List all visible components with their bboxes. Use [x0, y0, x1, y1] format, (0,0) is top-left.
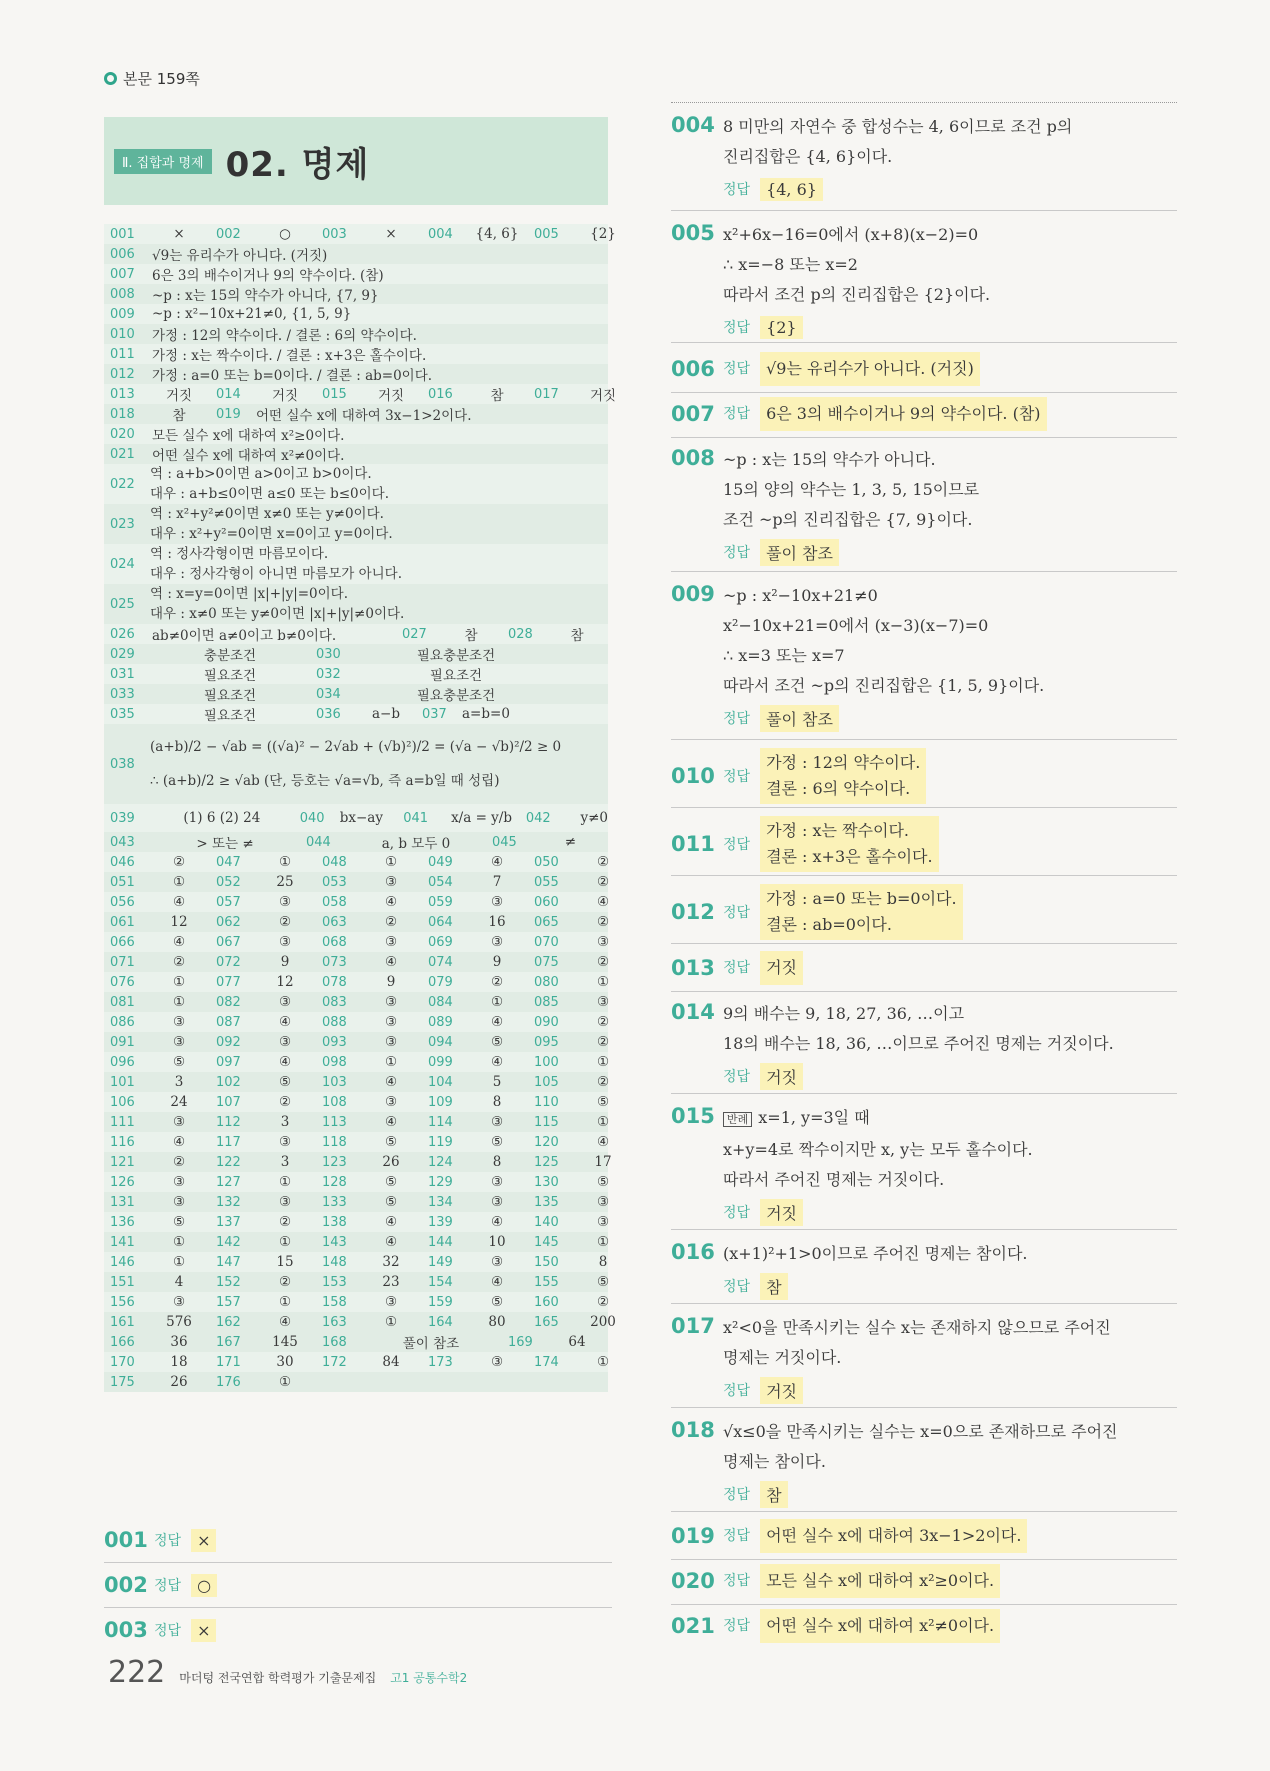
answer-015: 015 반례 x=1, y=3일 때 x+y=4로 짝수이지만 x, y는 모두 홀수이다. 따라서 주어진 명제는 거짓이다. 정답 거짓	[671, 1101, 1177, 1230]
book-title: 마더텅 전국연합 학력평가 기출문제집	[179, 1671, 377, 1685]
quick-row: 011 가정 : x는 짝수이다. / 결론 : x+3은 홀수이다.	[110, 346, 427, 364]
quick-row: 151 4 152 ② 153 23 154 ④ 155 ⑤	[104, 1272, 608, 1292]
quick-row: 101 3 102 ⑤ 103 ④ 104 5 105 ②	[104, 1072, 608, 1092]
quick-row: 018 참 019 어떤 실수 x에 대하여 3x−1>2이다.	[104, 404, 608, 424]
quick-row: 029 충분조건 030 필요충분조건	[104, 644, 608, 664]
quick-row: 010 가정 : 12의 약수이다. / 결론 : 6의 약수이다.	[104, 324, 608, 344]
quick-row: 035 필요조건 036 a−b 037 a=b=0	[110, 706, 510, 724]
quick-row: 043 > 또는 ≠ 044 a, b 모두 0 045 ≠	[104, 832, 608, 852]
quick-row: 161 576 162 ④ 163 ① 164 80 165 200	[104, 1312, 608, 1332]
book-grade: 고1 공통수학2	[390, 1671, 468, 1685]
answer-014: 014 9의 배수는 9, 18, 27, 36, …이고 18의 배수는 18, 36, …이므로 주어진 명제는 거짓이다. 정답 거짓	[671, 997, 1177, 1094]
page-reference	[104, 68, 200, 89]
quick-row: 009 ~p : x²−10x+21≠0, {1, 5, 9}	[110, 306, 352, 322]
answer-013: 013 정답 거짓	[671, 951, 1177, 992]
quick-row: 116 ④ 117 ③ 118 ⑤ 119 ⑤ 120 ④	[110, 1134, 610, 1150]
quick-row: 026 ab≠0이면 a≠0이고 b≠0이다. 027 참 028 참	[110, 626, 584, 644]
quick-answer-table	[104, 224, 617, 1392]
quick-row: 081 ① 082 ③ 083 ③ 084 ① 085 ③	[104, 992, 608, 1012]
answer-item: 001 정답 ×	[104, 1518, 612, 1563]
answer-017: 017 x²<0을 만족시키는 실수 x는 존재하지 않으므로 주어진 명제는 거짓이다. 정답 거짓	[671, 1311, 1177, 1408]
quick-row: 126 ③ 127 ① 128 ⑤ 129 ③ 130 ⑤	[110, 1174, 610, 1190]
quick-row: 061 12 062 ② 063 ② 064 16 065 ②	[104, 912, 608, 932]
quick-row: 033 필요조건 034 필요충분조건	[104, 684, 608, 704]
quick-row: 039 (1) 6 (2) 24 040 bx−ay 041 x/a = y/b 042 y≠0	[110, 810, 608, 826]
quick-row: 008 ~p : x는 15의 약수가 아니다, {7, 9}	[104, 284, 608, 304]
answer-011: 011 정답 가정 : x는 짝수이다. 결론 : x+3은 홀수이다.	[671, 815, 1177, 876]
answer-006: 006 정답 √9는 유리수가 아니다. (거짓)	[671, 352, 1177, 393]
answer-012: 012 정답 가정 : a=0 또는 b=0이다. 결론 : ab=0이다.	[671, 883, 1177, 944]
quick-row: 007 6은 3의 배수이거나 9의 약수이다. (참)	[110, 266, 384, 284]
quick-row: 156 ③ 157 ① 158 ③ 159 ⑤ 160 ②	[110, 1294, 610, 1310]
answer-009: 009 ~p : x²−10x+21≠0 x²−10x+21=0에서 (x−3)(x−7)=0 ∴ x=3 또는 x=7 따라서 조건 ~p의 진리집합은 {1, 5, 9}이다. 정답 풀이 참조	[671, 579, 1177, 740]
proof-line: ∴ (a+b)/2 ≥ √ab (단, 등호는 √a=√b, 즉 a=b일 때 성립)	[150, 773, 500, 789]
quick-row: 121 ② 122 3 123 26 124 8 125 17	[104, 1152, 608, 1172]
quick-row: 001 × 002 ○ 003 × 004 {4, 6} 005 {2}	[110, 226, 616, 242]
circle-bullet-icon	[104, 72, 117, 85]
divider	[671, 102, 1177, 103]
quick-row: 020 모든 실수 x에 대하여 x²≥0이다.	[110, 426, 345, 444]
quick-row: 071 ② 072 9 073 ④ 074 9 075 ②	[104, 952, 608, 972]
quick-row: 021 어떤 실수 x에 대하여 x²≠0이다.	[104, 444, 608, 464]
answer-grid	[104, 852, 616, 1332]
answer-item: 003 정답 ×	[104, 1608, 612, 1652]
quick-row: 066 ④ 067 ③ 068 ③ 069 ③ 070 ③	[110, 934, 610, 950]
quick-row: 025 역 : x=y=0이면 |x|+|y|=0이다. 대우 : x≠0 또는 y≠0이면 |x|+|y|≠0이다.	[104, 584, 608, 624]
chapter-chip: Ⅱ. 집합과 명제	[114, 149, 212, 174]
quick-row: 051 ① 052 25 053 ③ 054 7 055 ②	[104, 872, 608, 892]
quick-row: 038 (a+b)/2 − √ab = ((√a)² − 2√ab + (√b)²)/2 = (√a − √b)²/2 ≥ 0 ∴ (a+b)/2 ≥ √ab (단, 등호는 √a=√b, 즉 a=b일 때 성립)	[104, 724, 608, 804]
page-number: 222	[108, 1655, 166, 1690]
quick-row: 023 역 : x²+y²≠0이면 x≠0 또는 y≠0이다. 대우 : x²+y²=0이면 x=0이고 y=0이다.	[104, 504, 608, 544]
counterexample-tag: 반례	[723, 1112, 752, 1127]
quick-row: 170 18 171 30 172 84 173 ③ 174 ①	[110, 1354, 610, 1370]
quick-row: 166 36 167 145 168 풀이 참조 169 64	[104, 1332, 608, 1352]
quick-row: 056 ④ 057 ③ 058 ④ 059 ③ 060 ④	[110, 894, 610, 910]
quick-row: 091 ③ 092 ③ 093 ③ 094 ⑤ 095 ②	[104, 1032, 608, 1052]
answer-020: 020 정답 모든 실수 x에 대하여 x²≥0이다.	[671, 1564, 1177, 1605]
answer-021: 021 정답 어떤 실수 x에 대하여 x²≠0이다.	[671, 1609, 1177, 1649]
quick-row: 012 가정 : a=0 또는 b=0이다. / 결론 : ab=0이다.	[104, 364, 608, 384]
answer-004: 004 8 미만의 자연수 중 합성수는 4, 6이므로 조건 p의 진리집합은 {4, 6}이다. 정답 {4, 6}	[671, 110, 1177, 211]
quick-row: 031 필요조건 032 필요조건	[110, 666, 483, 684]
quick-row: 022 역 : a+b>0이면 a>0이고 b>0이다. 대우 : a+b≤0이면 a≤0 또는 b≤0이다.	[110, 466, 390, 502]
page-footer	[108, 1655, 467, 1690]
quick-row: 175 26 176 ①	[104, 1372, 608, 1392]
quick-row: 111 ③ 112 3 113 ④ 114 ③ 115 ①	[104, 1112, 608, 1132]
quick-row: 024 역 : 정사각형이면 마름모이다. 대우 : 정사각형이 아니면 마름모가 아니다.	[110, 546, 402, 582]
quick-row: 013 거짓 014 거짓 015 거짓 016 참 017 거짓	[110, 386, 617, 404]
quick-row: 141 ① 142 ① 143 ④ 144 10 145 ①	[104, 1232, 608, 1252]
quick-row: 131 ③ 132 ③ 133 ⑤ 134 ③ 135 ③	[104, 1192, 608, 1212]
page-reference-text: 본문 159쪽	[123, 70, 200, 88]
chapter-title: 02. 명제	[225, 144, 370, 185]
quick-row: 086 ③ 087 ④ 088 ③ 089 ④ 090 ②	[110, 1014, 610, 1030]
quick-row: 046 ② 047 ① 048 ① 049 ④ 050 ②	[110, 854, 610, 870]
left-answer-list	[104, 1518, 612, 1652]
answer-item: 002 정답 ○	[104, 1563, 612, 1608]
answer-019: 019 정답 어떤 실수 x에 대하여 3x−1>2이다.	[671, 1519, 1177, 1560]
chapter-banner	[104, 117, 608, 205]
answer-016: 016 (x+1)²+1>0이므로 주어진 명제는 참이다. 정답 참	[671, 1237, 1177, 1304]
quick-row: 146 ① 147 15 148 32 149 ③ 150 8	[110, 1254, 608, 1270]
proof-line: (a+b)/2 − √ab = ((√a)² − 2√ab + (√b)²)/2 = (√a − √b)²/2 ≥ 0	[150, 739, 562, 755]
answer-005: 005 x²+6x−16=0에서 (x+8)(x−2)=0 ∴ x=−8 또는 x=2 따라서 조건 p의 진리집합은 {2}이다. 정답 {2}	[671, 218, 1177, 343]
answer-007: 007 정답 6은 3의 배수이거나 9의 약수이다. (참)	[671, 397, 1177, 438]
quick-row: 136 ⑤ 137 ② 138 ④ 139 ④ 140 ③	[110, 1214, 610, 1230]
answer-010: 010 정답 가정 : 12의 약수이다. 결론 : 6의 약수이다.	[671, 747, 1177, 808]
answer-018: 018 √x≤0을 만족시키는 실수는 x=0으로 존재하므로 주어진 명제는 참이다. 정답 참	[671, 1415, 1177, 1512]
quick-row: 106 24 107 ② 108 ③ 109 8 110 ⑤	[110, 1094, 610, 1110]
answer-008: 008 ~p : x는 15의 약수가 아니다. 15의 양의 약수는 1, 3, 5, 15이므로 조건 ~p의 진리집합은 {7, 9}이다. 정답 풀이 참조	[671, 443, 1177, 572]
quick-row: 076 ① 077 12 078 9 079 ② 080 ①	[110, 974, 610, 990]
quick-row: 006 √9는 유리수가 아니다. (거짓)	[104, 244, 608, 264]
quick-row: 096 ⑤ 097 ④ 098 ① 099 ④ 100 ①	[110, 1054, 610, 1070]
